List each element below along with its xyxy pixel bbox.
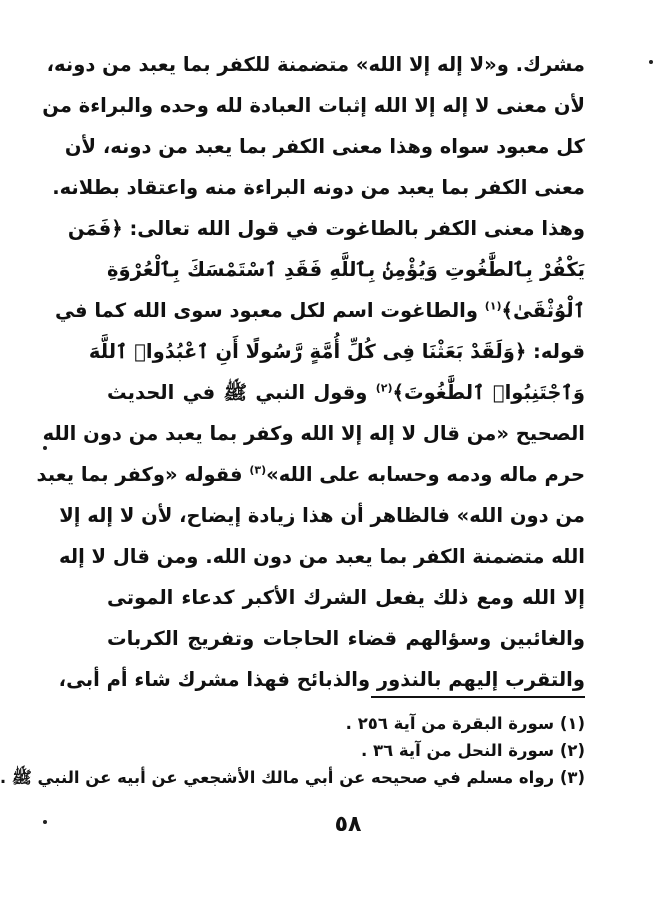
- body-line: إلا الله ومع ذلك يفعل الشرك الأكبر كدعاء الموتى: [107, 586, 585, 609]
- body-line: كل معبود سواه وهذا معنى الكفر بما يعبد من دونه، لأن: [64, 135, 585, 158]
- footnote-1: (١) سورة البقرة من آية ٢٥٦ .: [345, 714, 585, 733]
- body-line: مشرك. و«لا إله إلا الله» متضمنة للكفر بما يعبد من دونه،: [46, 53, 585, 76]
- footnote-separator: [371, 696, 585, 698]
- body-text: [36, 44, 585, 700]
- quran-verse-line: يَكْفُرْ بِٱلطَّٰغُوتِ وَيُؤْمِنۢ بِٱللَّهِ فَقَدِ ٱسْتَمْسَكَ بِٱلْعُرْوَةِ: [107, 258, 585, 281]
- footnote-marker-2: (٢): [375, 381, 393, 395]
- footnote-3: (٣) رواه مسلم في صحيحه عن أبي مالك الأشجعي عن أبيه عن النبي ﷺ .: [0, 768, 585, 787]
- body-line: معنى الكفر بما يعبد من دونه البراءة منه واعتقاد بطلانه.: [52, 176, 585, 199]
- body-line: ٱلْوُثْقَىٰ﴾$^{(١)}$ والطاغوت اسم لكل معبود سوى الله كما في: [55, 299, 585, 322]
- footnote-marker-3: (٣): [249, 463, 267, 477]
- body-line: وهذا معنى الكفر بالطاغوت في قول الله تعالى: ﴿فَمَن: [67, 217, 585, 240]
- body-line: والغائبين وسؤالهم قضاء الحاجات وتفريج الكربات: [107, 627, 585, 650]
- scan-speck: [43, 820, 47, 824]
- body-line: الصحيح «من قال لا إله إلا الله وكفر بما يعبد من دون الله: [42, 422, 585, 445]
- body-line: الله متضمنة الكفر بما يعبد من دون الله. ومن قال لا إله: [58, 545, 585, 568]
- footnote-2: (٢) سورة النحل من آية ٣٦ .: [361, 741, 585, 760]
- page-number: ٥٨: [334, 812, 362, 837]
- body-line: من دون الله» فالظاهر أن هذا زيادة إيضاح، لأن لا إله إلا: [59, 504, 585, 527]
- body-line: والتقرب إليهم بالنذور والذبائح فهذا مشرك شاء أم أبى،: [58, 668, 585, 691]
- scan-speck: [43, 446, 47, 450]
- body-line: وَٱجْتَنِبُوا۟ ٱلطَّٰغُوتَ﴾$^{(٢)}$ وقول النبي ﷺ في الحديث: [107, 381, 585, 404]
- quran-verse-line: قوله: ﴿وَلَقَدْ بَعَثْنَا فِى كُلِّ أُمَّةٍ رَّسُولًا أَنِ ٱعْبُدُوا۟ ٱللَّهَ: [88, 340, 585, 363]
- footnotes: [0, 710, 585, 791]
- scan-speck: [649, 60, 653, 64]
- body-line: حرم ماله ودمه وحسابه على الله»$^{(٣)}$ فقوله «وكفر بما يعبد: [36, 463, 585, 486]
- footnote-marker-1: (١): [484, 299, 502, 313]
- body-line: لأن معنى لا إله إلا الله إثبات العبادة لله وحده والبراءة من: [42, 94, 585, 117]
